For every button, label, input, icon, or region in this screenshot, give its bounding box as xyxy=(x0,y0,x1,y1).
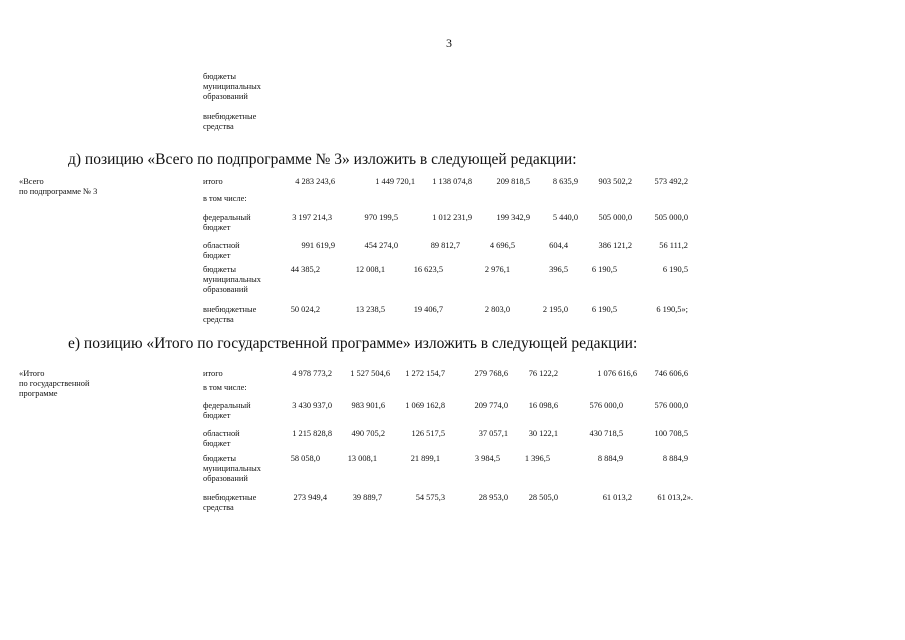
heading-d: д) позицию «Всего по подпрограмме № 3» изложить в следующей редакции: xyxy=(68,151,577,168)
value-cell: 28 953,0 xyxy=(478,493,508,502)
table-row xyxy=(0,493,905,521)
table-row xyxy=(0,383,905,401)
value-cell: 12 008,1 xyxy=(355,265,385,274)
table-row xyxy=(0,213,905,241)
value-cell: 279 768,6 xyxy=(474,369,508,378)
value-cell: 199 342,9 xyxy=(496,213,530,222)
row-label: федеральный бюджет xyxy=(203,401,251,420)
value-cell: 6 190,5 xyxy=(591,265,617,274)
value-cell: 28 505,0 xyxy=(528,493,558,502)
value-cell: 1 012 231,9 xyxy=(432,213,472,222)
value-cell: 100 708,5 xyxy=(654,429,688,438)
value-cell: 1 396,5 xyxy=(524,454,550,463)
value-cell: 50 024,2 xyxy=(290,305,320,314)
value-cell: 61 013,2 xyxy=(602,493,632,502)
value-cell: 576 000,0 xyxy=(654,401,688,410)
value-cell: 13 238,5 xyxy=(355,305,385,314)
value-cell: 6 190,5 xyxy=(591,305,617,314)
value-cell: 1 138 074,8 xyxy=(432,177,472,186)
table-row xyxy=(0,429,905,454)
section-e-first-label: «Итого по государственной программе xyxy=(19,369,90,398)
table-row xyxy=(0,194,905,213)
value-cell: 209 818,5 xyxy=(496,177,530,186)
value-cell: 8 884,9 xyxy=(597,454,623,463)
table-row xyxy=(0,241,905,265)
value-cell: 1 449 720,1 xyxy=(375,177,415,186)
section-d-first-label: «Всего по подпрограмме № 3 xyxy=(19,177,98,196)
value-cell: 21 899,1 xyxy=(410,454,440,463)
value-cell: 396,5 xyxy=(549,265,568,274)
value-cell: 490 705,2 xyxy=(351,429,385,438)
section-d-table xyxy=(0,177,905,333)
row-label: итого xyxy=(203,369,223,378)
value-cell: 746 606,6 xyxy=(654,369,688,378)
table-row xyxy=(0,401,905,429)
value-cell: 970 199,5 xyxy=(364,213,398,222)
table-row xyxy=(0,369,905,383)
value-cell: 209 774,0 xyxy=(474,401,508,410)
value-cell: 13 008,1 xyxy=(347,454,377,463)
value-cell: 5 440,0 xyxy=(552,213,578,222)
value-cell: 30 122,1 xyxy=(528,429,558,438)
value-cell: 58 058,0 xyxy=(290,454,320,463)
value-cell: 505 000,0 xyxy=(654,213,688,222)
value-cell: 8 884,9 xyxy=(662,454,688,463)
value-cell: 2 803,0 xyxy=(484,305,510,314)
value-cell: 16 098,6 xyxy=(528,401,558,410)
value-cell: 126 517,5 xyxy=(411,429,445,438)
value-cell: 4 283 243,6 xyxy=(295,177,335,186)
value-cell: 454 274,0 xyxy=(364,241,398,250)
value-cell: 273 949,4 xyxy=(293,493,327,502)
value-cell: 3 984,5 xyxy=(474,454,500,463)
row-label: бюджеты муниципальных образований xyxy=(203,72,261,101)
row-label: внебюджетные средства xyxy=(203,493,257,512)
row-label: в том числе: xyxy=(203,194,247,203)
value-cell: 44 385,2 xyxy=(290,265,320,274)
value-cell: 2 195,0 xyxy=(542,305,568,314)
value-cell: 573 492,2 xyxy=(654,177,688,186)
value-cell: 8 635,9 xyxy=(552,177,578,186)
value-cell: 3 430 937,0 xyxy=(292,401,332,410)
value-cell: 4 696,5 xyxy=(489,241,515,250)
section-e-table xyxy=(0,369,905,521)
value-cell: 6 190,5 xyxy=(662,265,688,274)
value-cell: 56 111,2 xyxy=(659,241,688,250)
value-cell: 3 197 214,3 xyxy=(292,213,332,222)
row-label: федеральный бюджет xyxy=(203,213,251,232)
value-cell: 1 527 504,6 xyxy=(350,369,390,378)
value-cell: 4 978 773,2 xyxy=(292,369,332,378)
row-label: итого xyxy=(203,177,223,186)
row-label: областной бюджет xyxy=(203,429,240,448)
value-cell: 1 272 154,7 xyxy=(405,369,445,378)
value-cell: 983 901,6 xyxy=(351,401,385,410)
page-number: 3 xyxy=(446,36,452,50)
value-cell: 576 000,0 xyxy=(589,401,623,410)
value-cell: 54 575,3 xyxy=(415,493,445,502)
row-label: бюджеты муниципальных образований xyxy=(203,265,261,294)
value-cell: 1 069 162,8 xyxy=(405,401,445,410)
row-label: областной бюджет xyxy=(203,241,240,260)
value-cell: 76 122,2 xyxy=(528,369,558,378)
value-cell: 2 976,1 xyxy=(484,265,510,274)
value-cell: 1 215 828,8 xyxy=(292,429,332,438)
value-cell: 1 076 616,6 xyxy=(597,369,637,378)
value-cell: 37 057,1 xyxy=(478,429,508,438)
value-cell: 505 000,0 xyxy=(598,213,632,222)
table-row xyxy=(0,265,905,305)
value-cell: 16 623,5 xyxy=(413,265,443,274)
value-cell: 19 406,7 xyxy=(413,305,443,314)
value-cell: 430 718,5 xyxy=(589,429,623,438)
value-cell: 386 121,2 xyxy=(598,241,632,250)
table-row xyxy=(0,454,905,493)
value-cell: 604,4 xyxy=(549,241,568,250)
row-label: внебюджетные средства xyxy=(203,305,257,324)
value-cell: 6 190,5»; xyxy=(656,305,688,314)
value-cell: 39 889,7 xyxy=(352,493,382,502)
value-cell: 991 619,9 xyxy=(301,241,335,250)
table-row xyxy=(0,305,905,333)
value-cell: 89 812,7 xyxy=(430,241,460,250)
row-label: внебюджетные средства xyxy=(203,112,257,131)
heading-e: е) позицию «Итого по государственной программе» изложить в следующей редакции: xyxy=(68,335,638,352)
row-label: бюджеты муниципальных образований xyxy=(203,454,261,483)
value-cell: 903 502,2 xyxy=(598,177,632,186)
value-cell: 61 013,2». xyxy=(657,493,693,502)
row-label: в том числе: xyxy=(203,383,247,392)
table-row xyxy=(0,177,905,194)
